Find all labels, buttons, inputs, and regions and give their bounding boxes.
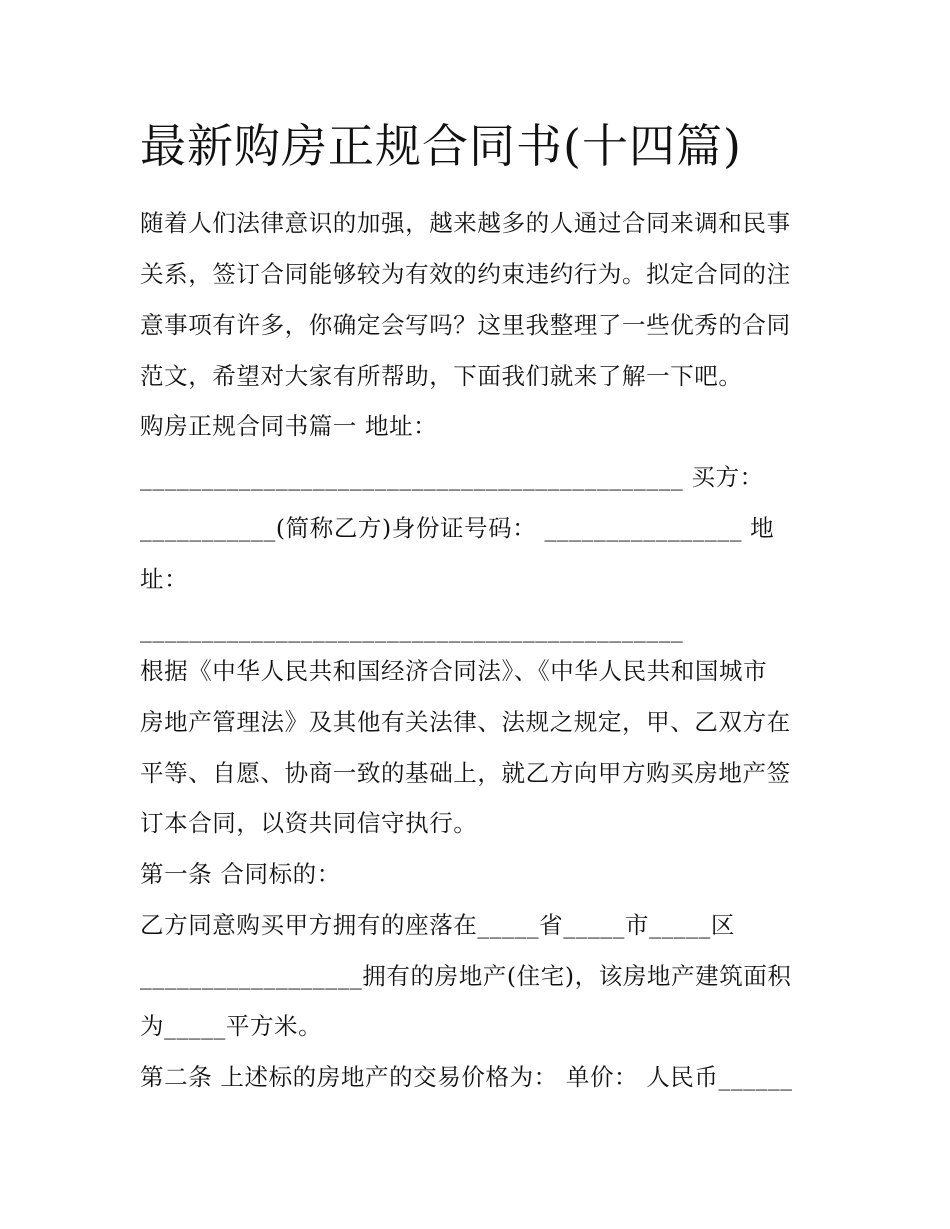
- blank-field-line: ___________(简称乙方)身份证号码： ________________ 地: [140, 514, 775, 542]
- paragraph-line: 订本合同，以资共同信守执行。: [140, 809, 478, 837]
- paragraph-line: 为_____平方米。: [140, 1012, 323, 1040]
- paragraph-line: __________________拥有的房地产(住宅)，该房地产建筑面积: [140, 962, 792, 990]
- paragraph-line: 房地产管理法》及其他有关法律、法规之规定，甲、乙双方在: [140, 708, 791, 736]
- paragraph-line: 关系，签订合同能够较为有效的约束违约行为。拟定合同的注: [140, 260, 791, 288]
- paragraph-line: 平等、自愿、协商一致的基础上，就乙方向甲方购买房地产签: [140, 759, 791, 787]
- blank-field-line: ____________________________________________ 买方：: [140, 463, 764, 491]
- paragraph-line: 随着人们法律意识的加强，越来越多的人通过合同来调和民事: [140, 209, 791, 237]
- clause-heading-line: 第二条 上述标的房地产的交易价格为： 单价： 人民币______: [140, 1063, 793, 1091]
- paragraph-line: 乙方同意购买甲方拥有的座落在_____省_____市_____区: [140, 911, 735, 939]
- paragraph-line: 意事项有许多，你确定会写吗？这里我整理了一些优秀的合同: [140, 311, 791, 339]
- paragraph-line: 范文，希望对大家有所帮助，下面我们就来了解一下吧。: [140, 362, 743, 390]
- paragraph-line: 址：: [140, 565, 189, 593]
- blank-field-line: ____________________________________________: [140, 615, 684, 643]
- section-heading-line: 购房正规合同书篇一 地址：: [140, 412, 438, 440]
- paragraph-line: 根据《中华人民共和国经济合同法》、《中华人民共和国城市: [140, 657, 768, 685]
- clause-heading-line: 第一条 合同标的：: [140, 860, 341, 888]
- document-title: 最新购房正规合同书(十四篇): [140, 119, 742, 173]
